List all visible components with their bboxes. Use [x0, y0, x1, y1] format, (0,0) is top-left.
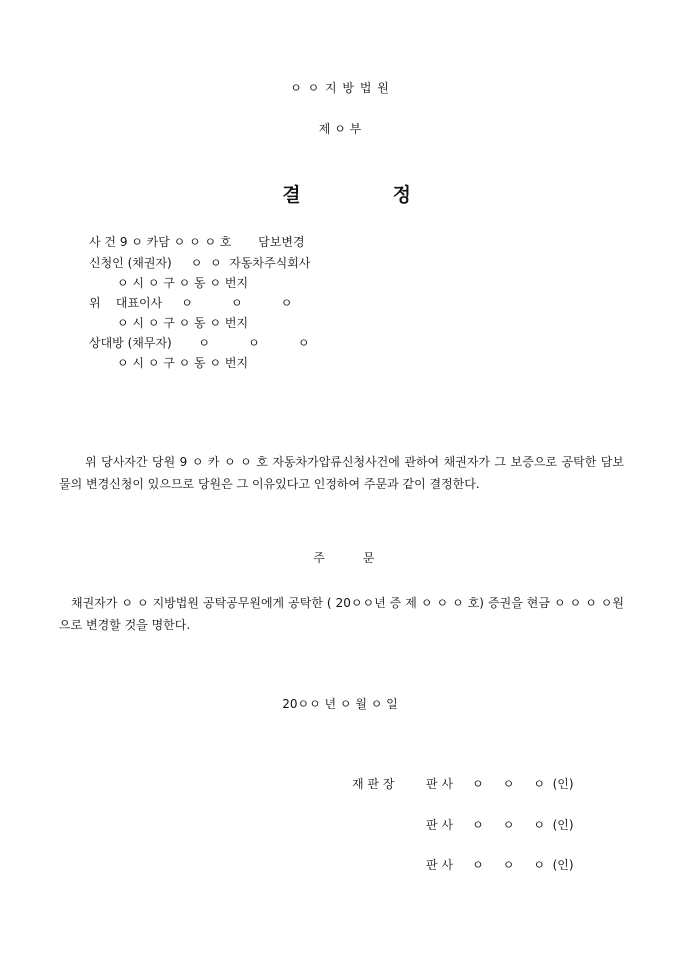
- judge-signature-2: 판 사 ㅇ ㅇ ㅇ (인): [426, 818, 574, 832]
- respondent-line: 상대방 (채무자) ㅇ ㅇ ㅇ: [89, 336, 310, 350]
- applicant-line: 신청인 (채권자) ㅇ ㅇ 자동차주식회사: [89, 256, 311, 270]
- case-line: 사 건 9 ㅇ 카담 ㅇ ㅇ ㅇ 호 담보변경: [89, 235, 305, 249]
- reason-paragraph: 위 당사자간 당원 9 ㅇ 카 ㅇ ㅇ 호 자동차가압류신청사건에 관하여 채권자가 그 보증으로 공탁한 담보물의 변경신청이 있으므로 당원은 그 이유있다고 인정하여 주문과 같이 결정한다.: [59, 455, 624, 491]
- applicant-address: ㅇ 시 ㅇ 구 ㅇ 동 ㅇ 번지: [117, 276, 249, 290]
- title-left-char: 결: [282, 184, 301, 206]
- judge-signature-3: 판 사 ㅇ ㅇ ㅇ (인): [426, 858, 574, 872]
- chief-judge-label: 재 판 장: [352, 777, 395, 791]
- court-name: ㅇ ㅇ 지 방 법 원: [290, 81, 390, 95]
- department-name: 제 ㅇ 부: [318, 122, 362, 136]
- order-text: 채권자가 ㅇ ㅇ 지방법원 공탁공무원에게 공탁한 ( 20ㅇㅇ년 증 제 ㅇ ㅇ ㅇ 호) 증권을 현금 ㅇ ㅇ ㅇ ㅇ원으로 변경할 것을 명한다.: [59, 596, 624, 632]
- document-title: [0, 158, 680, 207]
- order-heading: [0, 535, 680, 566]
- chief-judge-signature: 판 사 ㅇ ㅇ ㅇ (인): [426, 777, 574, 791]
- representative-address: ㅇ 시 ㅇ 구 ㅇ 동 ㅇ 번지: [117, 316, 249, 330]
- decision-date: 20ㅇㅇ 년 ㅇ 월 ㅇ 일: [282, 697, 398, 711]
- representative-line: 위 대표이사 ㅇ ㅇ ㅇ: [89, 296, 293, 310]
- order-heading-left: 주: [313, 551, 325, 565]
- order-heading-right: 문: [362, 551, 375, 565]
- respondent-address: ㅇ 시 ㅇ 구 ㅇ 동 ㅇ 번지: [117, 356, 249, 370]
- title-right-char: 정: [392, 184, 411, 206]
